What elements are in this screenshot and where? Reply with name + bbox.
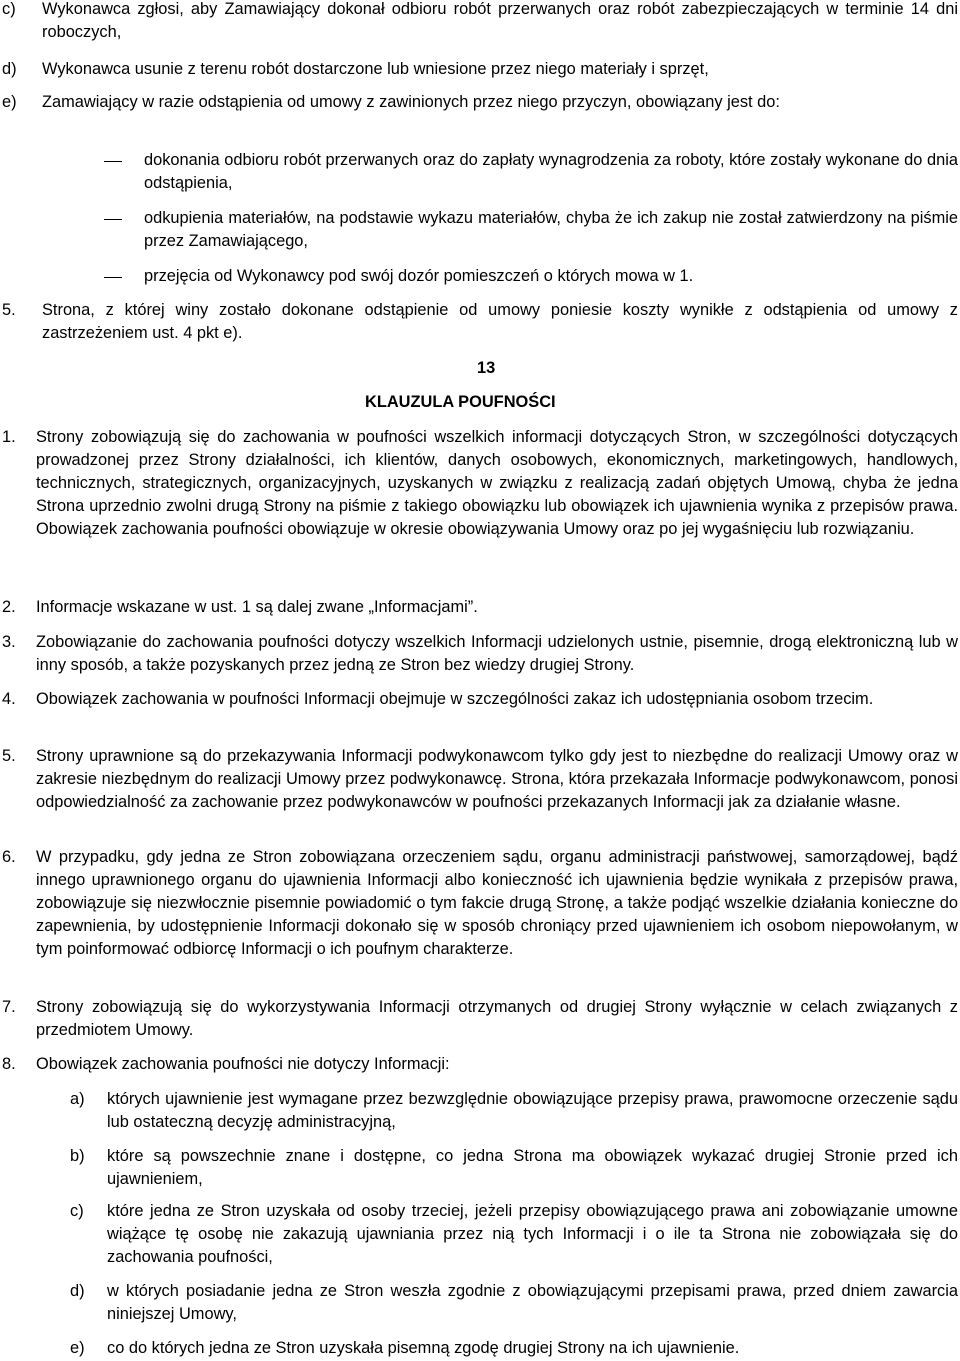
item-text: odkupienia materiałów, na podstawie wykazu materiałów, chyba że ich zakup nie został zatwierdzony na piśmie przez Zamawiającego,	[144, 209, 958, 250]
item-text: Strona, z której winy zostało dokonane odstąpienie od umowy poniesie koszty wynikłe z odstąpienia od umowy z zastrzeżeniem ust. 4 pkt e).	[42, 301, 958, 342]
item-label: e)	[2, 93, 17, 111]
sub-item-text: których ujawnienie jest wymagane przez bezwzględnie obowiązujące przepisy prawa, prawomocne orzeczenie sądu lub ostateczną decyzję administracyjną,	[107, 1090, 958, 1131]
dash-item	[0, 207, 960, 253]
sub-item-text: w których posiadanie jedna ze Stron weszła zgodnie z obowiązującymi przepisami prawa, przed dniem zawarcia niniejszej Umowy,	[107, 1282, 958, 1323]
clause-text: Obowiązek zachowania w poufności Informacji obejmuje w szczególności zakaz ich udostępniania osobom trzecim.	[36, 690, 874, 708]
dash-item	[0, 149, 960, 195]
sub-item-a	[0, 1088, 960, 1134]
item-text: Wykonawca usunie z terenu robót dostarczone lub wniesione przez niego materiały i sprzęt,	[42, 60, 709, 78]
sub-item-b	[0, 1145, 960, 1191]
sub-item-e	[0, 1337, 960, 1360]
clause-text: Strony zobowiązują się do wykorzystywania Informacji otrzymanych od drugiej Strony wyłącznie w celach związanych z przedmiotem Umowy.	[36, 998, 958, 1039]
clause-text: W przypadku, gdy jedna ze Stron zobowiązana orzeczeniem sądu, organu administracji państwowej, samorządowej, bądź innego uprawnionego organu do ujawnienia Informacji albo konieczność ich ujawnienia będzie wynikała z przepisów prawa, zobowiązuje się niezwłocznie pisemnie powiadomić o tym fakcie drugą Stronę, a także podjąć wszelkie działania konieczne do zapewnienia, by udostępnienie Informacji dokonało się w sposób chroniący przed ujawnieniem ich osobom niepowołanym, w tym poinformować odbiorcę Informacji o ich poufnym charakterze.	[36, 848, 958, 958]
item-text: Wykonawca zgłosi, aby Zamawiający dokonał odbioru robót przerwanych oraz robót zabezpieczających w terminie 14 dni roboczych,	[42, 0, 958, 41]
clause-5	[0, 745, 960, 814]
clause-label: 2.	[2, 598, 16, 616]
list-item-e	[0, 91, 960, 114]
dash-bullet	[104, 277, 122, 288]
sub-item-d	[0, 1280, 960, 1326]
sub-item-label: b)	[70, 1147, 85, 1165]
sub-item-label: d)	[70, 1282, 85, 1300]
clause-label: 1.	[2, 428, 16, 446]
numbered-point-5	[0, 299, 960, 345]
clause-8	[0, 1053, 960, 1076]
clause-label: 6.	[2, 848, 16, 866]
clause-2	[0, 596, 960, 619]
clause-label: 5.	[2, 747, 16, 765]
clause-label: 4.	[2, 690, 16, 708]
section-title: KLAUZULA POUFNOŚCI	[365, 393, 556, 411]
item-text: dokonania odbioru robót przerwanych oraz do zapłaty wynagrodzenia za roboty, które zostały wykonane do dnia odstąpienia,	[144, 151, 958, 192]
clause-label: 8.	[2, 1055, 16, 1073]
list-item-d	[0, 58, 960, 81]
item-text: przejęcia od Wykonawcy pod swój dozór pomieszczeń o których mowa w 1.	[144, 267, 694, 285]
sub-item-text: które są powszechnie znane i dostępne, co jedna Strona ma obowiązek wykazać drugiej Stronie przed ich ujawnieniem,	[107, 1147, 958, 1188]
sub-item-text: co do których jedna ze Stron uzyskała pisemną zgodę drugiej Strony na ich ujawnienie.	[107, 1339, 740, 1357]
sub-item-label: c)	[70, 1202, 84, 1220]
section-number: 13	[477, 359, 496, 377]
sub-item-text: które jedna ze Stron uzyskała od osoby trzeciej, jeżeli przepisy obowiązującego prawa ani zobowiązanie umowne wiążące tę osobę nie zakazują ujawniania przez nią tych Informacji i o ile ta Strona nie zobowiązała się do zachowania poufności,	[107, 1202, 958, 1266]
list-item-c	[0, 0, 960, 44]
item-label: d)	[2, 60, 17, 78]
item-label: 5.	[2, 301, 16, 319]
clause-6	[0, 846, 960, 961]
clause-4	[0, 688, 960, 711]
dash-bullet	[104, 161, 122, 195]
clause-label: 3.	[2, 633, 16, 651]
clause-label: 7.	[2, 998, 16, 1016]
clause-7	[0, 996, 960, 1042]
item-label: c)	[2, 0, 16, 18]
clause-1	[0, 426, 960, 541]
dash-bullet	[104, 219, 122, 253]
sub-item-label: e)	[70, 1339, 85, 1357]
clause-text: Obowiązek zachowania poufności nie dotyczy Informacji:	[36, 1055, 450, 1073]
clause-text: Strony zobowiązują się do zachowania w poufności wszelkich informacji dotyczących Stron, w szczególności dotyczących prowadzonej przez Strony działalności, ich klientów, danych osobowych, ekonomicznych, marketingowych, handlowych, technicznych, strategicznych, organizacyjnych, uzyskanych w związku z realizacją zadań objętych Umową, chyba że jedna Strona uprzednio zwolni drugą Strony na piśmie z takiego obowiązku lub obowiązek ich ujawnienia wynika z przepisów prawa. Obowiązek zachowania poufności obowiązuje w okresie obowiązywania Umowy oraz po jej wygaśnięciu lub rozwiązaniu.	[36, 428, 958, 538]
clause-3	[0, 631, 960, 677]
sub-item-c	[0, 1200, 960, 1269]
item-text: Zamawiający w razie odstąpienia od umowy z zawinionych przez niego przyczyn, obowiązany jest do:	[42, 93, 780, 111]
clause-text: Strony uprawnione są do przekazywania Informacji podwykonawcom tylko gdy jest to niezbędne do realizacji Umowy oraz w zakresie niezbędnym do realizacji Umowy przez podwykonawcę. Strona, która przekazała Informacje podwykonawcom, ponosi odpowiedzialność za zachowanie przez podwykonawców w poufności przekazanych Informacji jak za działanie własne.	[36, 747, 958, 811]
dash-item	[0, 265, 960, 288]
clause-text: Zobowiązanie do zachowania poufności dotyczy wszelkich Informacji udzielonych ustnie, pisemnie, drogą elektroniczną lub w inny sposób, a także pozyskanych przez jedną ze Stron bez wiedzy drugiej Strony.	[36, 633, 958, 674]
clause-text: Informacje wskazane w ust. 1 są dalej zwane „Informacjami”.	[36, 598, 478, 616]
sub-item-label: a)	[70, 1090, 85, 1108]
